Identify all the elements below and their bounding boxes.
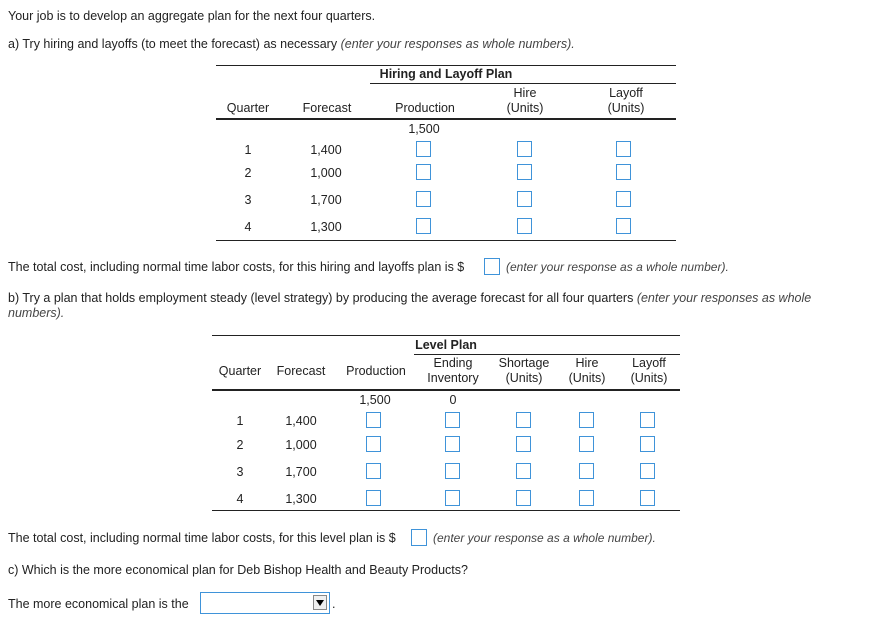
table-b-title: Level Plan xyxy=(415,338,477,352)
table-b-header-hire-line1: Hire xyxy=(575,356,599,370)
part-a-prompt-text: a) Try hiring and layoffs (to meet the forecast) as necessary xyxy=(8,37,338,51)
table-b-shortage-input[interactable] xyxy=(516,412,531,428)
table-b-production-input[interactable] xyxy=(366,463,381,479)
table-a-forecast: 1,300 xyxy=(310,220,342,234)
table-b-forecast: 1,300 xyxy=(285,492,317,506)
table-a-top-rule xyxy=(216,65,676,66)
part-b-prompt-text: b) Try a plan that holds employment steady (level strategy) by producing the average forecast for all four quarters xyxy=(8,291,634,305)
table-a-title-rule xyxy=(370,83,676,84)
table-b-hire-input[interactable] xyxy=(579,463,594,479)
table-b-header-quarter: Quarter xyxy=(218,364,262,378)
table-b-title-rule xyxy=(414,354,680,355)
table-b-header-rule xyxy=(212,389,680,391)
table-b-header-shortage-line1: Shortage xyxy=(498,356,550,370)
table-b-header-hire xyxy=(560,356,614,386)
part-a-total-cost-input[interactable] xyxy=(484,258,500,275)
table-b-header-shortage xyxy=(490,356,558,386)
table-b-shortage-input[interactable] xyxy=(516,490,531,506)
table-b-inventory-input[interactable] xyxy=(445,412,460,428)
table-b-shortage-input[interactable] xyxy=(516,436,531,452)
table-a-production-input[interactable] xyxy=(416,164,431,180)
table-b-initial-production: 1,500 xyxy=(359,393,391,407)
table-b-production-input[interactable] xyxy=(366,436,381,452)
table-a-quarter: 2 xyxy=(244,166,252,180)
part-b-total-cost-note: (enter your response as a whole number). xyxy=(433,531,656,545)
part-b-prompt xyxy=(8,291,868,321)
table-a-production-input[interactable] xyxy=(416,191,431,207)
table-b-quarter: 2 xyxy=(236,438,244,452)
table-b-quarter: 4 xyxy=(236,492,244,506)
table-a-header-rule xyxy=(216,118,676,120)
table-a-header-layoff-line1: Layoff xyxy=(609,86,643,100)
table-b-layoff-input[interactable] xyxy=(640,490,655,506)
economical-plan-label: The more economical plan is the xyxy=(8,597,189,611)
table-a-layoff-input[interactable] xyxy=(616,218,631,234)
table-a-hire-input[interactable] xyxy=(517,191,532,207)
table-a-production-input[interactable] xyxy=(416,218,431,234)
table-b-header-shortage-line2: (Units) xyxy=(505,371,543,385)
table-a-forecast: 1,700 xyxy=(310,193,342,207)
intro-text: Your job is to develop an aggregate plan for the next four quarters. xyxy=(8,9,376,23)
table-b-layoff-input[interactable] xyxy=(640,412,655,428)
table-a-header-forecast: Forecast xyxy=(302,101,352,115)
table-b-header-layoff-line1: Layoff xyxy=(632,356,666,370)
table-a-layoff-input[interactable] xyxy=(616,191,631,207)
part-b-note: (enter your responses as whole numbers). xyxy=(8,291,812,320)
table-b-forecast: 1,700 xyxy=(285,465,317,479)
table-a-quarter: 4 xyxy=(244,220,252,234)
table-b-inventory-input[interactable] xyxy=(445,436,460,452)
table-a-initial-production: 1,500 xyxy=(408,122,440,136)
table-b-initial-inventory: 0 xyxy=(449,393,457,407)
table-a-quarter: 1 xyxy=(244,143,252,157)
table-a-hire-input[interactable] xyxy=(517,164,532,180)
table-b-production-input[interactable] xyxy=(366,412,381,428)
table-b-top-rule xyxy=(212,335,680,336)
table-a-quarter: 3 xyxy=(244,193,252,207)
table-a-hire-input[interactable] xyxy=(517,141,532,157)
table-b-quarter: 3 xyxy=(236,465,244,479)
table-a-forecast: 1,000 xyxy=(310,166,342,180)
table-b-forecast: 1,400 xyxy=(285,414,317,428)
table-a-layoff-input[interactable] xyxy=(616,164,631,180)
part-a-total-cost-text: The total cost, including normal time labor costs, for this hiring and layoffs plan is $ xyxy=(8,260,465,274)
table-b-layoff-input[interactable] xyxy=(640,436,655,452)
table-b-header-hire-line2: (Units) xyxy=(568,371,606,385)
table-a-production-input[interactable] xyxy=(416,141,431,157)
table-b-inventory-input[interactable] xyxy=(445,463,460,479)
period-text: . xyxy=(332,597,336,611)
table-a-bottom-rule xyxy=(216,240,676,241)
table-a-header-hire-line2: (Units) xyxy=(506,101,544,115)
table-b-forecast: 1,000 xyxy=(285,438,317,452)
table-b-inventory-input[interactable] xyxy=(445,490,460,506)
table-a-layoff-input[interactable] xyxy=(616,141,631,157)
table-b-header-ending-inventory xyxy=(418,356,488,386)
table-a-header-production: Production xyxy=(395,101,455,115)
part-a-note: (enter your responses as whole numbers). xyxy=(340,37,575,51)
chevron-down-icon[interactable] xyxy=(313,595,327,610)
part-b-total-cost-input[interactable] xyxy=(411,529,427,546)
table-b-hire-input[interactable] xyxy=(579,490,594,506)
table-a-title: Hiring and Layoff Plan xyxy=(379,67,513,81)
table-b-production-input[interactable] xyxy=(366,490,381,506)
table-a-header-hire xyxy=(490,86,560,116)
part-b-total-cost-text: The total cost, including normal time labor costs, for this level plan is $ xyxy=(8,531,396,545)
table-a-header-hire-line1: Hire xyxy=(513,86,537,100)
table-b-header-forecast: Forecast xyxy=(276,364,326,378)
table-b-quarter: 1 xyxy=(236,414,244,428)
table-b-shortage-input[interactable] xyxy=(516,463,531,479)
table-a-hire-input[interactable] xyxy=(517,218,532,234)
table-a-header-quarter: Quarter xyxy=(226,101,270,115)
table-a-forecast: 1,400 xyxy=(310,143,342,157)
table-a-header-layoff xyxy=(588,86,664,116)
part-c-prompt: c) Which is the more economical plan for Deb Bishop Health and Beauty Products? xyxy=(8,563,468,577)
table-b-header-production: Production xyxy=(346,364,406,378)
table-b-header-layoff-line2: (Units) xyxy=(630,371,668,385)
table-b-bottom-rule xyxy=(212,510,680,511)
economical-plan-select[interactable] xyxy=(200,592,330,614)
table-a-header-layoff-line2: (Units) xyxy=(607,101,645,115)
table-b-header-layoff xyxy=(620,356,678,386)
table-b-layoff-input[interactable] xyxy=(640,463,655,479)
table-b-hire-input[interactable] xyxy=(579,436,594,452)
part-a-prompt xyxy=(8,37,575,51)
table-b-header-ending-line1: Ending xyxy=(433,356,473,370)
table-b-hire-input[interactable] xyxy=(579,412,594,428)
table-b-header-ending-line2: Inventory xyxy=(427,371,479,385)
part-a-total-cost-note: (enter your response as a whole number). xyxy=(506,260,729,274)
